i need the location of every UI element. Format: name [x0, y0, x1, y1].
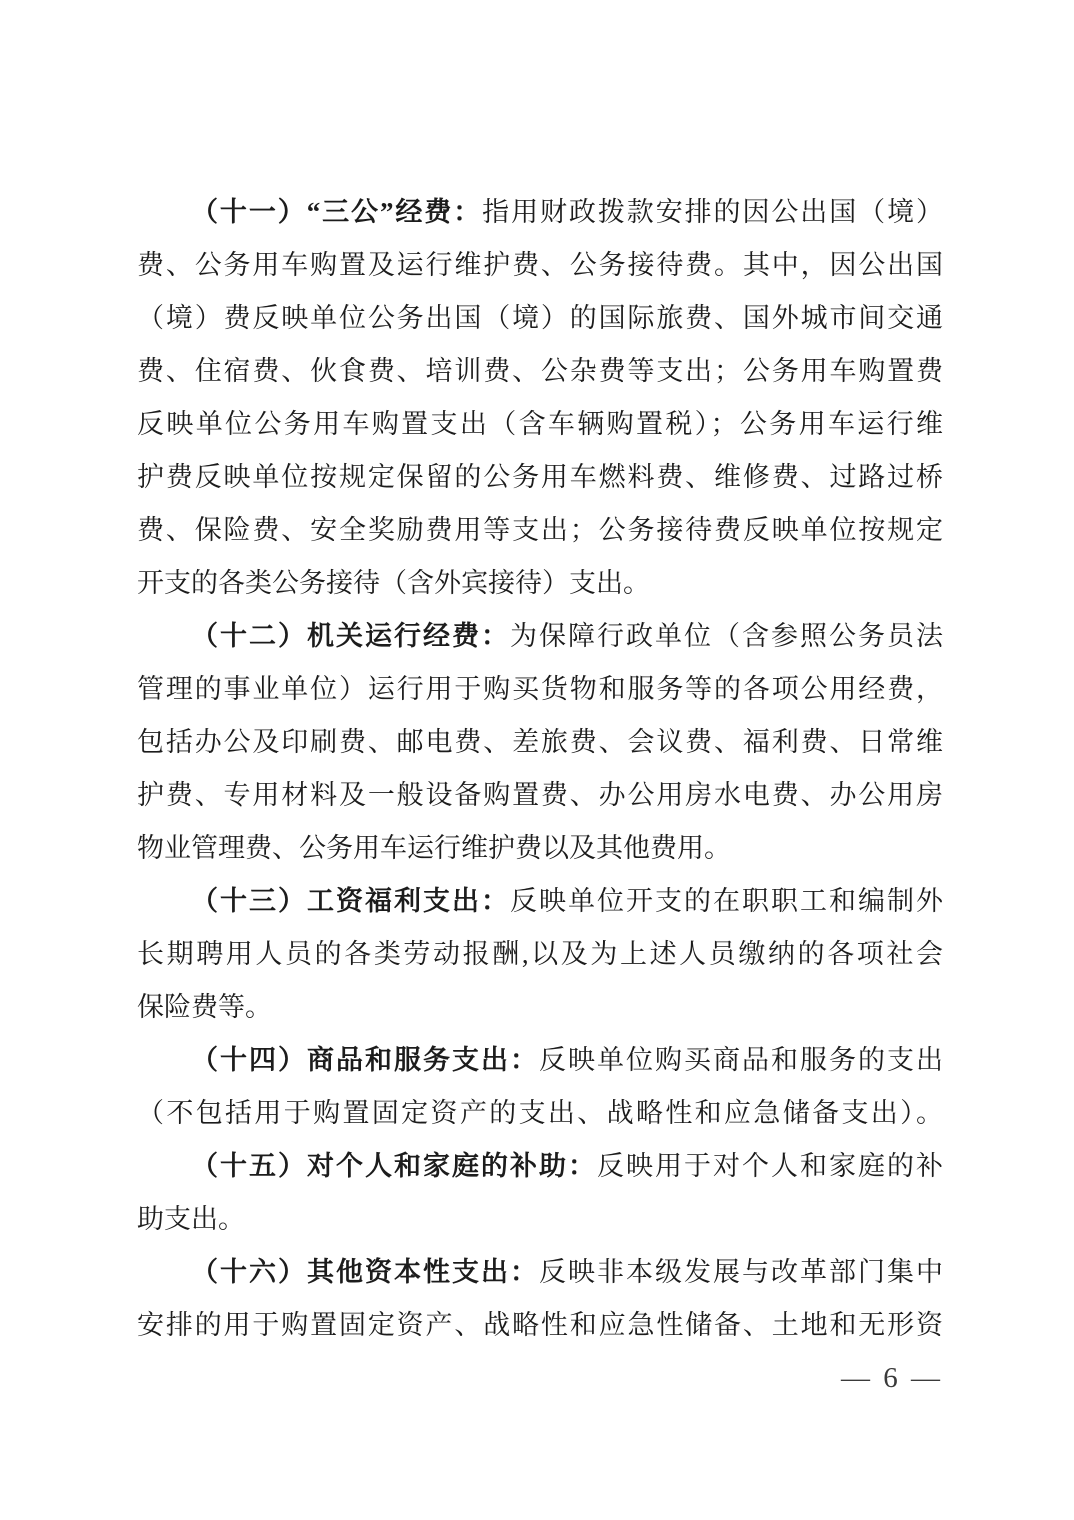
paragraph-line: （境）费反映单位公务出国（境）的国际旅费、国外城市间交通 [137, 303, 943, 333]
page-number [841, 1358, 943, 1398]
paragraph-line: 长期聘用人员的各类劳动报酬,以及为上述人员缴纳的各项社会 [137, 939, 943, 969]
paragraph-first-line: （十二）机关运行经费：为保障行政单位（含参照公务员法 [191, 621, 943, 651]
paragraph-line: 护费反映单位按规定保留的公务用车燃料费、维修费、过路过桥 [137, 462, 943, 492]
term-label: （十一）“三公”经费： [191, 197, 483, 227]
paragraph-line: 助支出。 [137, 1204, 245, 1234]
paragraph-line: 安排的用于购置固定资产、战略性和应急性储备、土地和无形资 [137, 1310, 943, 1340]
paragraph-line: 反映单位公务用车购置支出（含车辆购置税）；公务用车运行维 [137, 409, 943, 439]
paragraph-first-line: （十四）商品和服务支出：反映单位购买商品和服务的支出 [191, 1045, 943, 1075]
paragraph-first-line: （十五）对个人和家庭的补助：反映用于对个人和家庭的补 [191, 1151, 943, 1181]
paragraph-line: 包括办公及印刷费、邮电费、差旅费、会议费、福利费、日常维 [137, 727, 943, 757]
term-label: （十二）机关运行经费： [191, 621, 510, 651]
paragraph-line: 费、公务用车购置及运行维护费、公务接待费。其中，因公出国 [137, 250, 943, 280]
paragraph-first-line: （十一）“三公”经费：指用财政拨款安排的因公出国（境） [191, 197, 944, 227]
paragraph-line: （不包括用于购置固定资产的支出、战略性和应急储备支出）。 [137, 1098, 943, 1128]
document-body [137, 186, 943, 1352]
paragraph-line: 物业管理费、公务用车运行维护费以及其他费用。 [137, 833, 731, 863]
term-label: （十六）其他资本性支出： [191, 1257, 539, 1287]
paragraph-line: 管理的事业单位）运行用于购买货物和服务等的各项公用经费， [137, 674, 943, 704]
paragraph-line: 费、保险费、安全奖励费用等支出；公务接待费反映单位按规定 [137, 515, 943, 545]
paragraph-line: 开支的各类公务接待（含外宾接待）支出。 [137, 568, 650, 598]
page-number-text: — 6 — [841, 1362, 943, 1394]
paragraph-first-line: （十六）其他资本性支出：反映非本级发展与改革部门集中 [191, 1257, 943, 1287]
paragraph-first-line: （十三）工资福利支出：反映单位开支的在职职工和编制外 [191, 886, 943, 916]
term-label: （十四）商品和服务支出： [191, 1045, 539, 1075]
paragraph-line: 护费、专用材料及一般设备购置费、办公用房水电费、办公用房 [137, 780, 943, 810]
term-label: （十五）对个人和家庭的补助： [191, 1151, 597, 1181]
paragraph-line: 保险费等。 [137, 992, 272, 1022]
paragraph-line: 费、住宿费、伙食费、培训费、公杂费等支出；公务用车购置费 [137, 356, 943, 386]
term-label: （十三）工资福利支出： [191, 886, 510, 916]
